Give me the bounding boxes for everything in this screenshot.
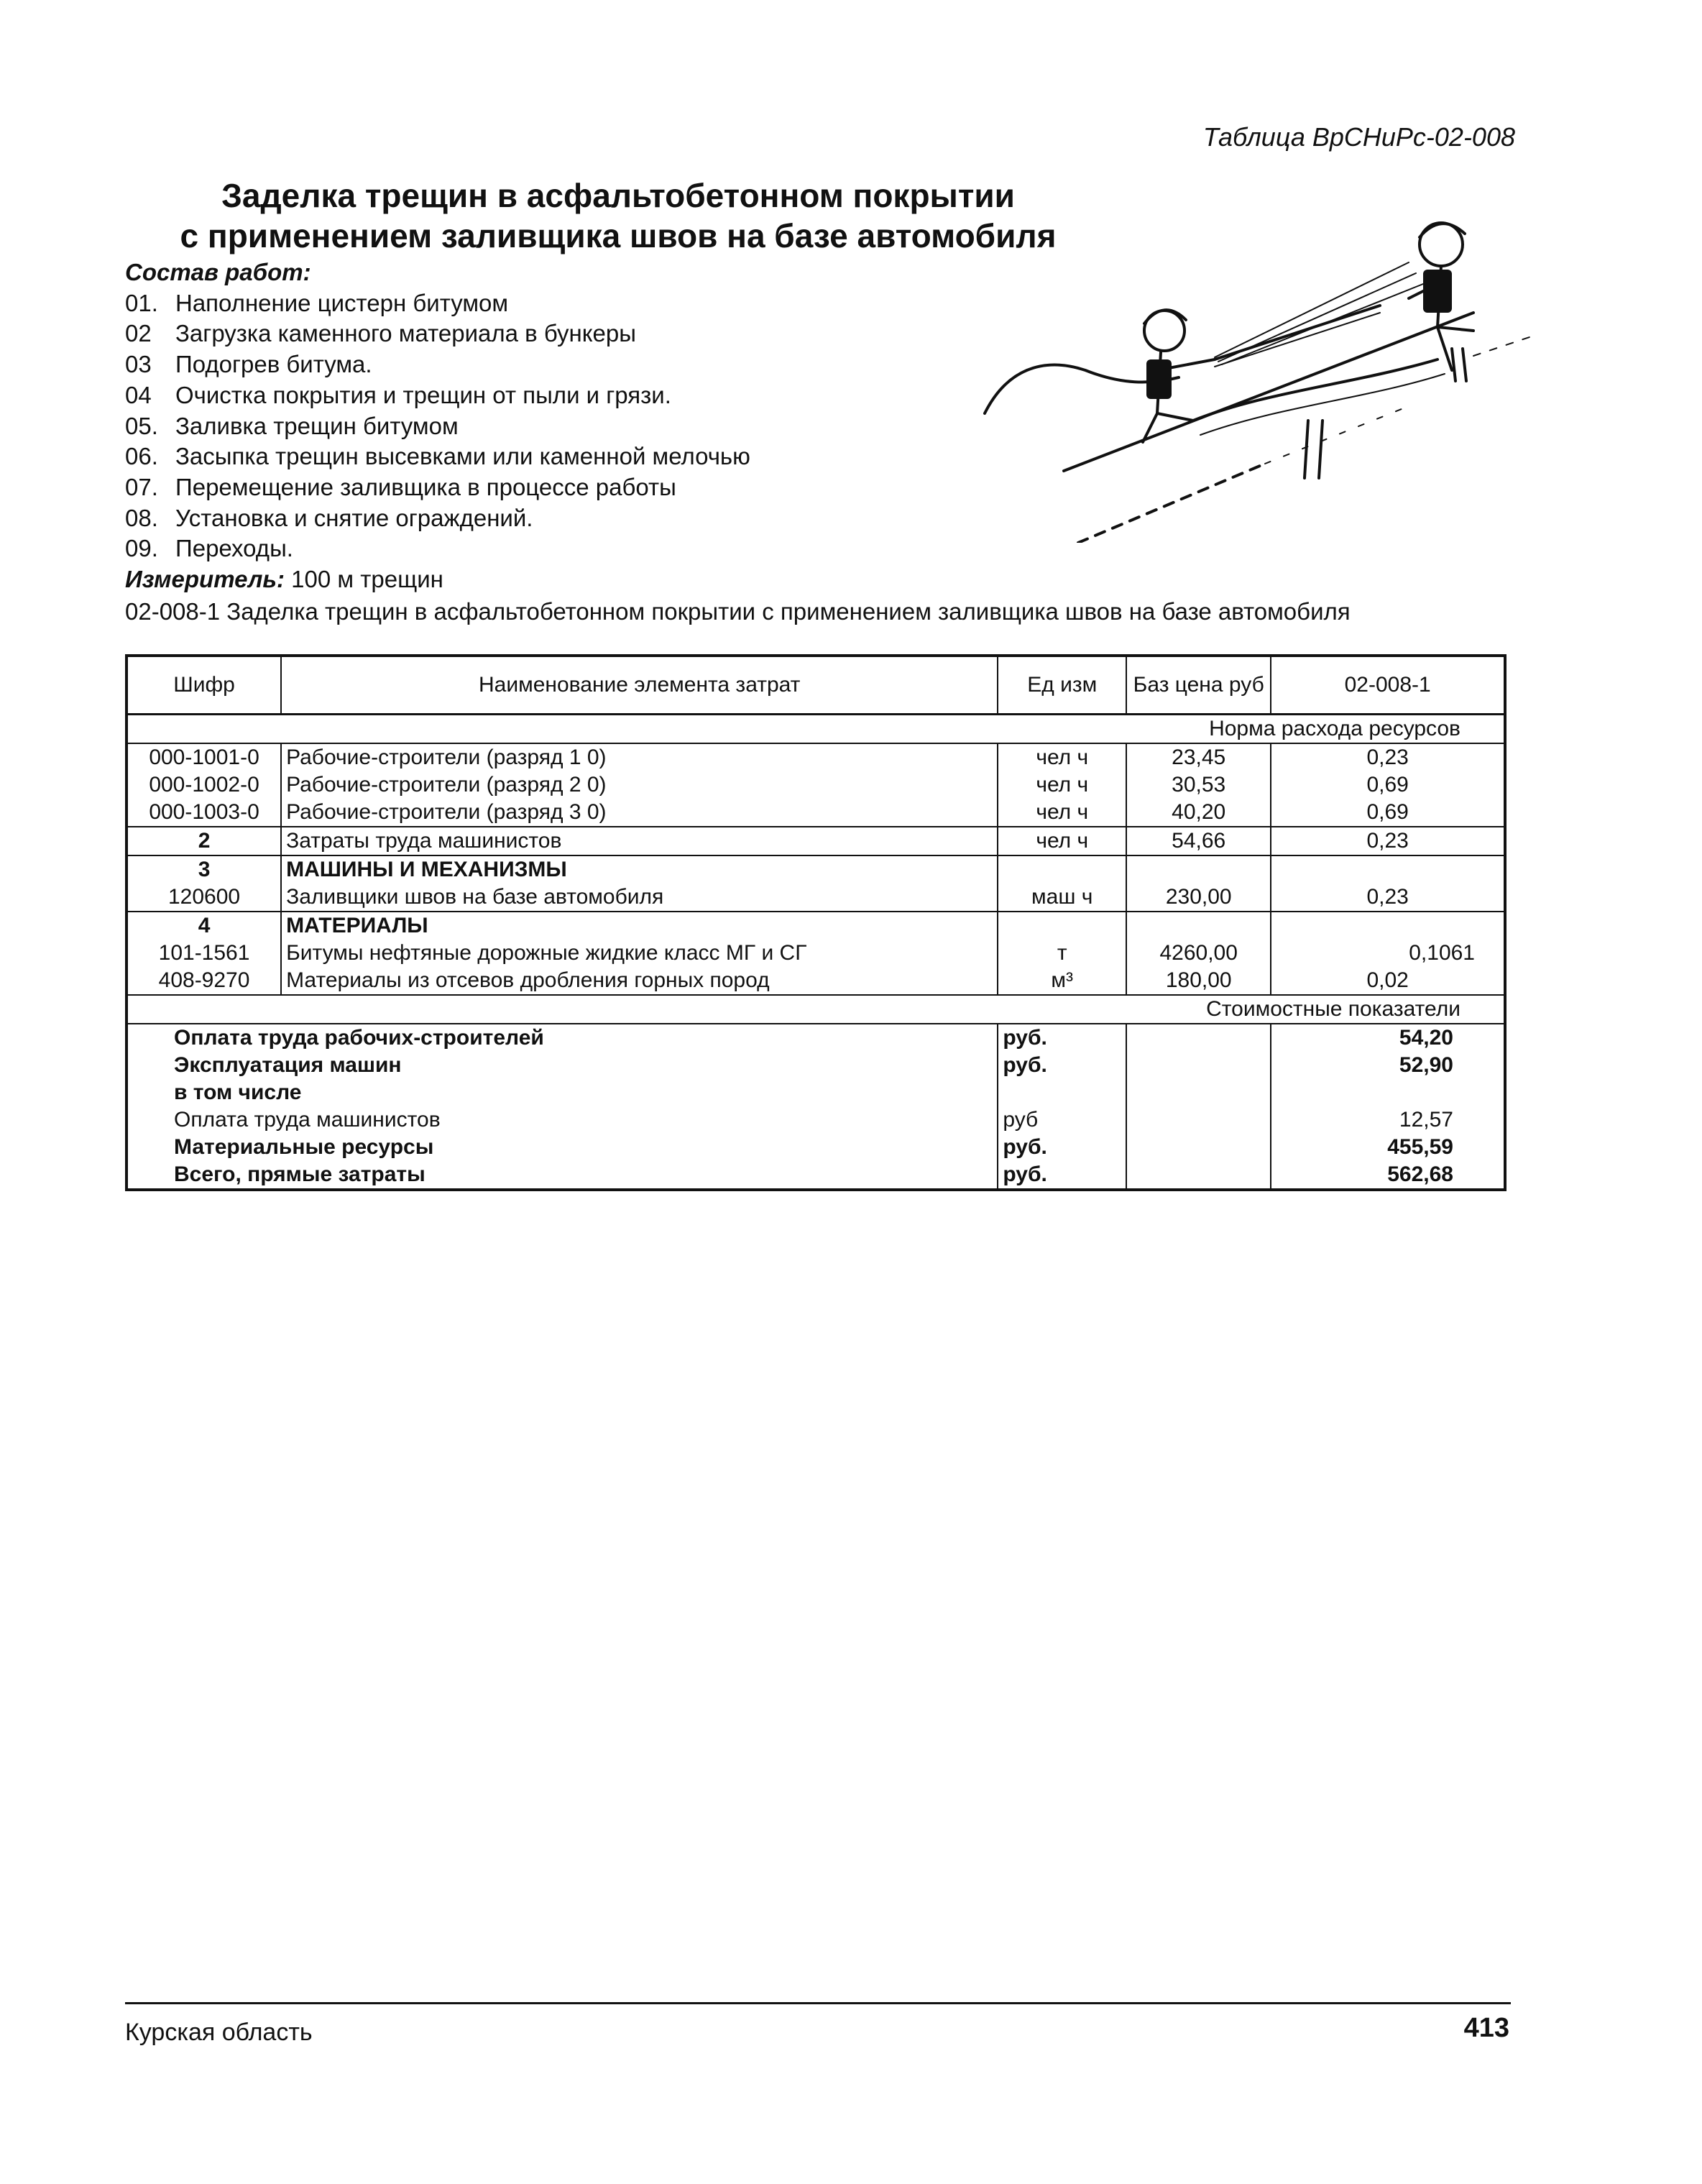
cost-label: Оплата труда рабочих-строителей	[126, 1024, 998, 1052]
cost-row	[126, 1052, 1505, 1079]
section-cost: Стоимостные показатели	[126, 995, 1505, 1024]
cost-price-empty	[1126, 1161, 1271, 1190]
work-item-num: 02	[125, 320, 152, 347]
cost-price-empty	[1126, 1024, 1271, 1052]
cost-label: Всего, прямые затраты	[126, 1161, 998, 1190]
cell-name: Материалы из отсевов дробления горных пород	[281, 967, 998, 995]
work-item-num: 05.	[125, 412, 158, 439]
work-item	[125, 503, 988, 534]
cell-unit: т	[998, 940, 1126, 967]
work-item	[125, 411, 988, 442]
page-number: 413	[1463, 2013, 1509, 2043]
cell-value: 0,69	[1271, 799, 1505, 827]
cost-unit: руб.	[998, 1134, 1126, 1161]
cell-price	[1126, 912, 1271, 940]
header-code: Шифр	[126, 656, 281, 715]
cost-value: 12,57	[1271, 1106, 1505, 1134]
section-cost-row	[126, 995, 1505, 1024]
cost-unit: руб.	[998, 1024, 1126, 1052]
measure-line	[125, 564, 988, 595]
cell-value: 0,1061	[1271, 940, 1505, 967]
cost-label: Эксплуатация машин	[126, 1052, 998, 1079]
cost-row	[126, 1134, 1505, 1161]
cell-value: 0,23	[1271, 827, 1505, 855]
cell-name: Рабочие-строители (разряд 3 0)	[281, 799, 998, 827]
cell-name: МАШИНЫ И МЕХАНИЗМЫ	[281, 855, 998, 884]
cost-unit	[998, 1079, 1126, 1106]
work-item-num: 03	[125, 351, 152, 378]
cost-label: в том числе	[126, 1079, 998, 1106]
cell-value: 0,23	[1271, 743, 1505, 771]
norms-table	[125, 654, 1506, 1191]
measure-value: 100 м трещин	[291, 566, 443, 593]
table-row	[126, 855, 1505, 884]
table-row	[126, 967, 1505, 995]
cell-unit: чел ч	[998, 743, 1126, 771]
cell-name: Битумы нефтяные дорожные жидкие класс МГ и СГ	[281, 940, 998, 967]
table-row	[126, 827, 1505, 855]
cost-row	[126, 1024, 1505, 1052]
table-reference: Таблица ВрСНиРс-02-008	[1202, 122, 1515, 152]
page-title	[115, 175, 1121, 256]
cost-unit: руб	[998, 1106, 1126, 1134]
table-row	[126, 912, 1505, 940]
work-item-num: 01.	[125, 289, 158, 316]
work-item-text: Установка и снятие ограждений.	[175, 504, 533, 531]
section-norms: Норма расхода ресурсов	[126, 715, 1505, 744]
cell-code: 408-9270	[126, 967, 281, 995]
cell-code: 000-1001-0	[126, 743, 281, 771]
cell-code: 2	[126, 827, 281, 855]
cost-row	[126, 1161, 1505, 1190]
work-item-num: 08.	[125, 504, 158, 531]
cost-row	[126, 1079, 1505, 1106]
cost-value: 562,68	[1271, 1161, 1505, 1190]
cell-unit	[998, 912, 1126, 940]
cell-value	[1271, 912, 1505, 940]
cell-code: 000-1003-0	[126, 799, 281, 827]
cell-unit: маш ч	[998, 884, 1126, 912]
cell-price: 54,66	[1126, 827, 1271, 855]
table-row	[126, 884, 1505, 912]
table-row	[126, 940, 1505, 967]
work-item-num: 04	[125, 381, 152, 408]
cost-value: 52,90	[1271, 1052, 1505, 1079]
work-item-text: Переходы.	[175, 535, 293, 562]
cell-unit	[998, 855, 1126, 884]
table-header-row	[126, 656, 1505, 715]
footer-region: Курская область	[125, 2019, 313, 2046]
work-item	[125, 288, 988, 319]
cell-price: 4260,00	[1126, 940, 1271, 967]
work-item-text: Заливка трещин битумом	[175, 412, 459, 439]
cell-code: 000-1002-0	[126, 771, 281, 799]
work-item-text: Засыпка трещин высевками или каменной мелочью	[175, 443, 750, 470]
cell-code: 120600	[126, 884, 281, 912]
cell-unit: чел ч	[998, 799, 1126, 827]
cost-price-empty	[1126, 1079, 1271, 1106]
cell-unit: чел ч	[998, 827, 1126, 855]
section-norms-row	[126, 715, 1505, 744]
footer-divider	[125, 2002, 1511, 2004]
table-row	[126, 771, 1505, 799]
cell-price: 180,00	[1126, 967, 1271, 995]
cell-value	[1271, 855, 1505, 884]
work-item	[125, 472, 988, 503]
measure-label: Измеритель:	[125, 566, 285, 593]
work-item-text: Подогрев битума.	[175, 351, 372, 378]
title-line-1: Заделка трещин в асфальтобетонном покрытии	[221, 177, 1015, 214]
cost-row	[126, 1106, 1505, 1134]
cost-value	[1271, 1079, 1505, 1106]
cell-price: 40,20	[1126, 799, 1271, 827]
table-row	[126, 799, 1505, 827]
cell-name: Рабочие-строители (разряд 1 0)	[281, 743, 998, 771]
cell-name: Заливщики швов на базе автомобиля	[281, 884, 998, 912]
table-description: 02-008-1 Заделка трещин в асфальтобетонном покрытии с применением заливщика швов на базе автомобиля	[125, 598, 1351, 625]
header-unit: Ед изм	[998, 656, 1126, 715]
work-item	[125, 318, 988, 349]
cost-unit: руб.	[998, 1052, 1126, 1079]
title-line-2: с применением заливщика швов на базе автомобиля	[180, 217, 1057, 254]
work-composition	[125, 257, 988, 595]
cell-price: 23,45	[1126, 743, 1271, 771]
work-item	[125, 441, 988, 472]
cell-unit: чел ч	[998, 771, 1126, 799]
cost-price-empty	[1126, 1052, 1271, 1079]
work-item-text: Наполнение цистерн битумом	[175, 289, 509, 316]
work-item-text: Загрузка каменного материала в бункеры	[175, 320, 636, 347]
work-item-num: 07.	[125, 473, 158, 500]
cell-name: Рабочие-строители (разряд 2 0)	[281, 771, 998, 799]
cell-price: 30,53	[1126, 771, 1271, 799]
cell-value: 0,69	[1271, 771, 1505, 799]
cost-price-empty	[1126, 1106, 1271, 1134]
work-item-text: Перемещение заливщика в процессе работы	[175, 473, 676, 500]
workers-illustration	[978, 205, 1545, 543]
cell-code: 101-1561	[126, 940, 281, 967]
work-header: Состав работ:	[125, 259, 311, 285]
cost-value: 455,59	[1271, 1134, 1505, 1161]
header-name: Наименование элемента затрат	[281, 656, 998, 715]
cost-label: Материальные ресурсы	[126, 1134, 998, 1161]
cell-code: 3	[126, 855, 281, 884]
cell-name: МАТЕРИАЛЫ	[281, 912, 998, 940]
work-item-num: 06.	[125, 443, 158, 470]
work-item-text: Очистка покрытия и трещин от пыли и грязи.	[175, 381, 671, 408]
cell-code: 4	[126, 912, 281, 940]
work-item	[125, 380, 988, 411]
cost-price-empty	[1126, 1134, 1271, 1161]
cell-unit: м³	[998, 967, 1126, 995]
cell-value: 0,02	[1271, 967, 1505, 995]
header-value: 02-008-1	[1271, 656, 1505, 715]
work-item	[125, 533, 988, 564]
cell-name: Затраты труда машинистов	[281, 827, 998, 855]
cell-price: 230,00	[1126, 884, 1271, 912]
cost-unit: руб.	[998, 1161, 1126, 1190]
cell-price	[1126, 855, 1271, 884]
table-row	[126, 743, 1505, 771]
cell-value: 0,23	[1271, 884, 1505, 912]
header-price: Баз цена руб	[1126, 656, 1271, 715]
cost-value: 54,20	[1271, 1024, 1505, 1052]
work-item	[125, 349, 988, 380]
cost-label: Оплата труда машинистов	[126, 1106, 998, 1134]
work-item-num: 09.	[125, 535, 158, 562]
